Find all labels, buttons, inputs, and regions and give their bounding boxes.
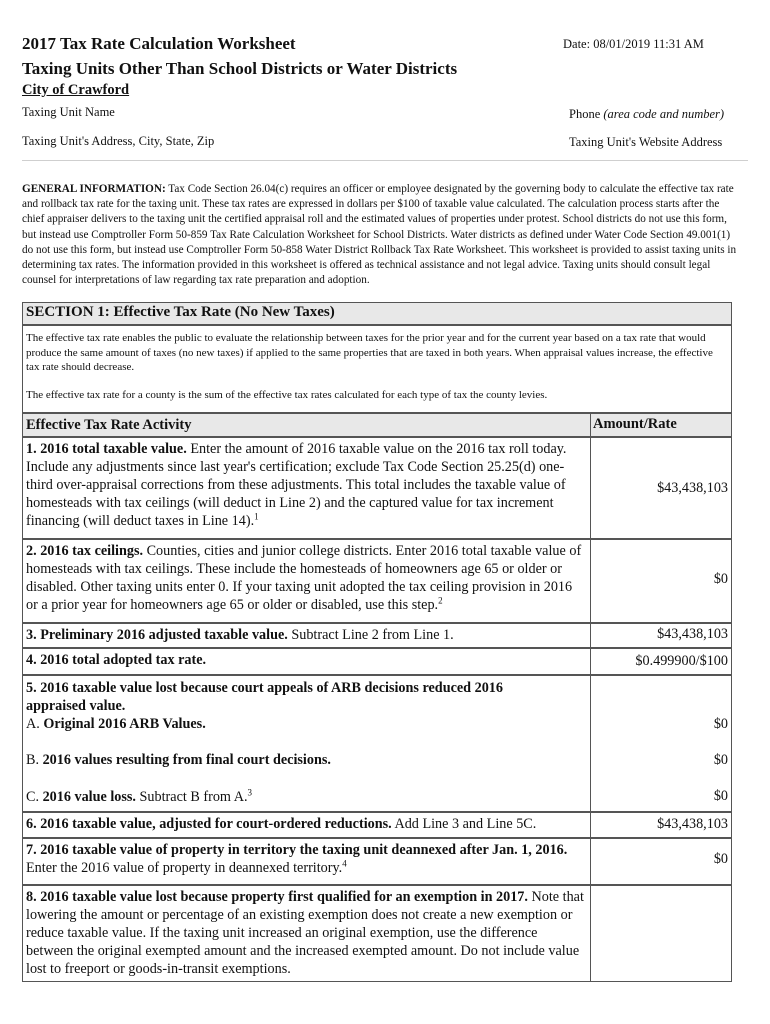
table-row bbox=[22, 648, 732, 675]
line5a-label: A. Original 2016 ARB Values. bbox=[26, 716, 206, 732]
line6-value: $43,438,103 bbox=[657, 816, 728, 832]
worksheet-subtitle: Taxing Units Other Than School Districts or Water Districts bbox=[22, 59, 458, 78]
line5c-label: C. 2016 value loss. Subtract B from A.$^3$ bbox=[26, 787, 253, 805]
table-row bbox=[22, 885, 732, 982]
table-header-row bbox=[22, 413, 732, 437]
taxing-unit-name-label: Taxing Unit Name bbox=[22, 105, 115, 119]
section1-heading: SECTION 1: Effective Tax Rate (No New Taxes) bbox=[26, 304, 335, 320]
table-row bbox=[22, 539, 732, 623]
header-divider bbox=[22, 160, 748, 161]
line3-value: $43,438,103 bbox=[657, 626, 728, 642]
section1-heading-bar bbox=[22, 302, 732, 325]
line7-description: 7. 2016 taxable value of property in territory the taxing unit deannexed after Jan. 1, 2016. Enter the 2016 value of property in deannexed territory.$^4$ bbox=[23, 839, 591, 884]
general-information: GENERAL INFORMATION: Tax Code Section 26.04(c) requires an officer or employee designated by the governing body to calculate the effective tax rate and rollback tax rate for the taxing unit. These tax rates are expressed in dollars per $100 of taxable value calculated. The calculation process starts after the chief appraiser delivers to the taxing unit the certified appraisal roll and the estimated values of properties under protest. School districts do not use this form, but instead use Comptroller Form 50-859 Tax Rate Calculation Worksheet for School Districts. Water districts as defined under Water Code Section 49.001(1) do not use this form, but instead use Comptroller Form 50-858 Water District Rollback Tax Rate Worksheet. This worksheet is provided to assist taxing units in determining tax rates. The information provided in this worksheet is offered as technical assistance and not legal advice. Taxing units should consult legal counsel for interpretations of law regarding tax rate preparation and adoption. bbox=[22, 183, 737, 287]
worksheet-title: 2017 Tax Rate Calculation Worksheet bbox=[22, 34, 296, 53]
line5a-value: $0 bbox=[713, 716, 728, 732]
website-label: Taxing Unit's Website Address bbox=[569, 135, 723, 149]
line4-value: $0.499900/$100 bbox=[635, 653, 728, 669]
line7-value: $0 bbox=[713, 851, 728, 867]
column-amount-header: Amount/Rate bbox=[593, 416, 677, 432]
date-stamp: Date: 08/01/2019 11:31 AM bbox=[563, 37, 704, 51]
line5-description: 5. 2016 taxable value lost because court appeals of ARB decisions reduced 2016 appraised value. A. Original 2016 ARB Values. B. 2016 values resulting from final court decisions. C. 2016 value loss. Subtract B from A.$^3$ bbox=[23, 676, 591, 811]
line6-description: 6. 2016 taxable value, adjusted for court-ordered reductions. Add Line 3 and Line 5C. bbox=[23, 813, 591, 837]
line2-description: 2. 2016 tax ceilings. Counties, cities and junior college districts. Enter 2016 total taxable value of homesteads with tax ceilings. These include the homesteads of homeowners age 65 or older or disabled. Other taxing units enter 0. If your taxing unit adopted the tax ceiling provision in 2016 or a prior year for homeowners age 65 or older or disabled, use this step.$^2$ bbox=[23, 540, 591, 622]
line3-description: 3. Preliminary 2016 adjusted taxable value. Subtract Line 2 from Line 1. bbox=[23, 624, 591, 647]
section1-intro-box bbox=[22, 325, 732, 413]
line1-value: $43,438,103 bbox=[657, 480, 728, 496]
table-row bbox=[22, 812, 732, 838]
phone-label: Phone (area code and number) bbox=[569, 107, 725, 121]
column-activity-header: Effective Tax Rate Activity bbox=[23, 414, 591, 436]
line5c-value: $0 bbox=[713, 788, 728, 804]
table-row bbox=[22, 437, 732, 539]
line5b-value: $0 bbox=[713, 752, 728, 768]
line2-value: $0 bbox=[713, 571, 728, 587]
address-label: Taxing Unit's Address, City, State, Zip bbox=[22, 134, 215, 148]
table-row bbox=[22, 623, 732, 648]
table-row bbox=[22, 675, 732, 812]
line4-description: 4. 2016 total adopted tax rate. bbox=[23, 649, 591, 674]
county-note: The effective tax rate for a county is the sum of the effective tax rates calculated for each type of tax the county levies. bbox=[26, 388, 548, 401]
line1-description: 1. 2016 total taxable value. Enter the amount of 2016 taxable value on the 2016 tax roll today. Include any adjustments since last year's certification; exclude Tax Code Section 25.25(d) one-third over-appraisal corrections from these adjustments. This total includes the taxable value of homesteads with tax ceilings (will deduct in Line 2) and the captured value for tax increment financing (will deduct taxes in Line 14).$^1$ bbox=[23, 438, 591, 538]
section1-intro: The effective tax rate enables the public to evaluate the relationship between taxes for the prior year and for the current year based on a tax rate that would produce the same amount of taxes (no new taxes) if applied to the same properties that are taxed in both years. When appraisal values increase, the effective tax rate should decrease. bbox=[26, 332, 713, 374]
line8-description: 8. 2016 taxable value lost because property first qualified for an exemption in 2017. Note that lowering the amount or percentage of an existing exemption does not create a new exemption or reduce taxable value. If the taxing unit increased an original exemption, use the difference between the original exempted amount and the increased exempted amount. Do not include value lost to freeport or goods-in-transit exemptions. bbox=[23, 886, 591, 981]
line5b-label: B. 2016 values resulting from final court decisions. bbox=[26, 752, 331, 768]
taxing-unit-name-value: City of Crawford bbox=[22, 82, 130, 98]
table-row bbox=[22, 838, 732, 885]
